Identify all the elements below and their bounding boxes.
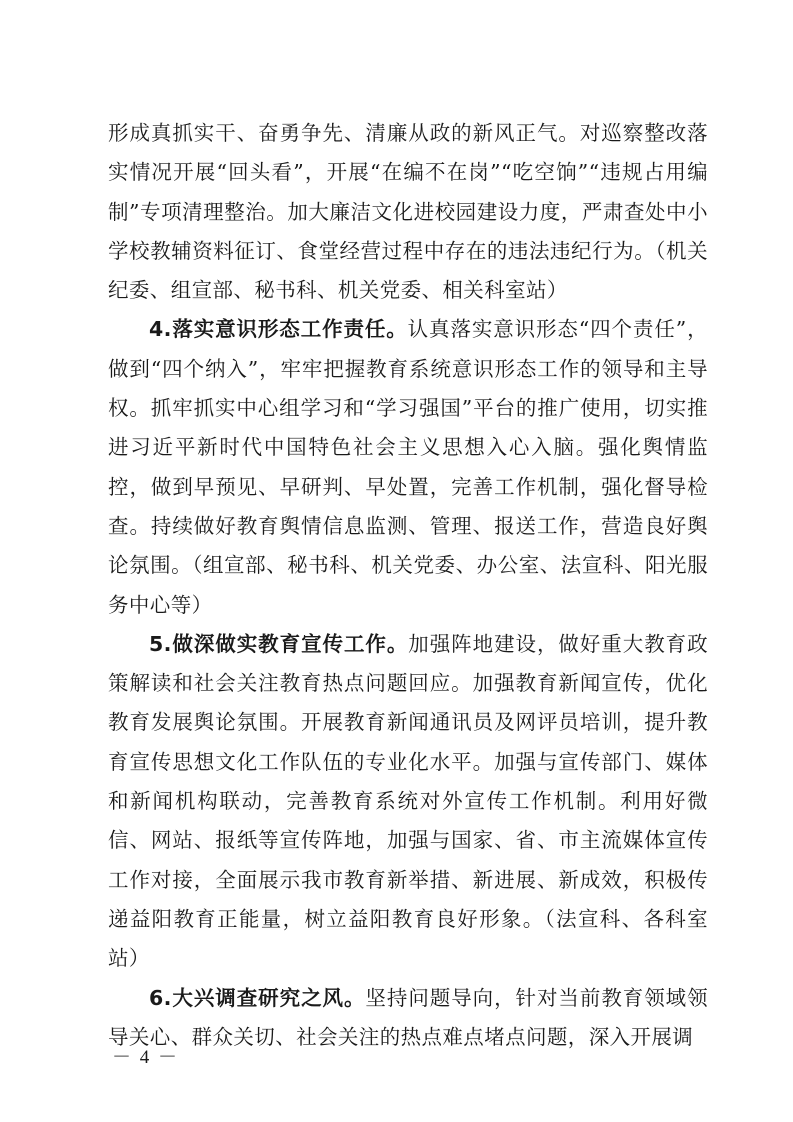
paragraph-text: 坚持问题导向，针对当前教育领域领导关心、群众关切、社会关注的热点难点堵点问题，深入开展调 <box>108 985 709 1049</box>
paragraph-text: 加强阵地建设，做好重大教育政策解读和社会关注教育热点问题回应。加强教育新闻宣传，优化教育发展舆论氛围。开展教育新闻通讯员及网评员培训，提升教育宣传思想文化工作队伍的专业化水平。加强与宣传部门、媒体和新闻机构联动，完善教育系统对外宣传工作机制。利用好微信、网站、报纸等宣传阵地，加强与国家、省、市主流媒体宣传工作对接，全面展示我市教育新举措、新进展、新成效，积极传递益阳教育正能量，树立益阳教育良好形象。（法宣科、各科室站） <box>108 631 708 971</box>
paragraph-education-publicity <box>108 625 708 979</box>
section-heading: 6.大兴调查研究之风。 <box>149 985 366 1010</box>
paragraph-text: 形成真抓实干、奋勇争先、清廉从政的新风正气。对巡察整改落实情况开展“回头看”，开展“在编不在岗”“吃空饷”“违规占用编制”专项清理整治。加大廉洁文化进校园建设力度，严肃查处中小学校教辅资料征订、食堂经营过程中存在的违法违纪行为。（机关纪委、组宣部、秘书科、机关党委、相关科室站） <box>108 121 708 303</box>
document-body <box>108 114 708 1057</box>
paragraph-investigation-research <box>108 979 708 1058</box>
paragraph-continuation <box>108 114 708 310</box>
section-heading: 4.落实意识形态工作责任。 <box>149 317 408 342</box>
paragraph-text: 认真落实意识形态“四个责任”，做到“四个纳入”，牢牢把握教育系统意识形态工作的领导和主导权。抓牢抓实中心组学习和“学习强国”平台的推广使用，切实推进习近平新时代中国特色社会主义思想入心入脑。强化舆情监控，做到早预见、早研判、早处置，完善工作机制，强化督导检查。持续做好教育舆情信息监测、管理、报送工作，营造良好舆论氛围。（组宣部、秘书科、机关党委、办公室、法宣科、阳光服务中心等） <box>108 317 708 617</box>
section-heading: 5.做深做实教育宣传工作。 <box>149 631 409 656</box>
paragraph-ideology-responsibility <box>108 310 708 624</box>
page-number: － 4 － <box>112 1047 180 1068</box>
